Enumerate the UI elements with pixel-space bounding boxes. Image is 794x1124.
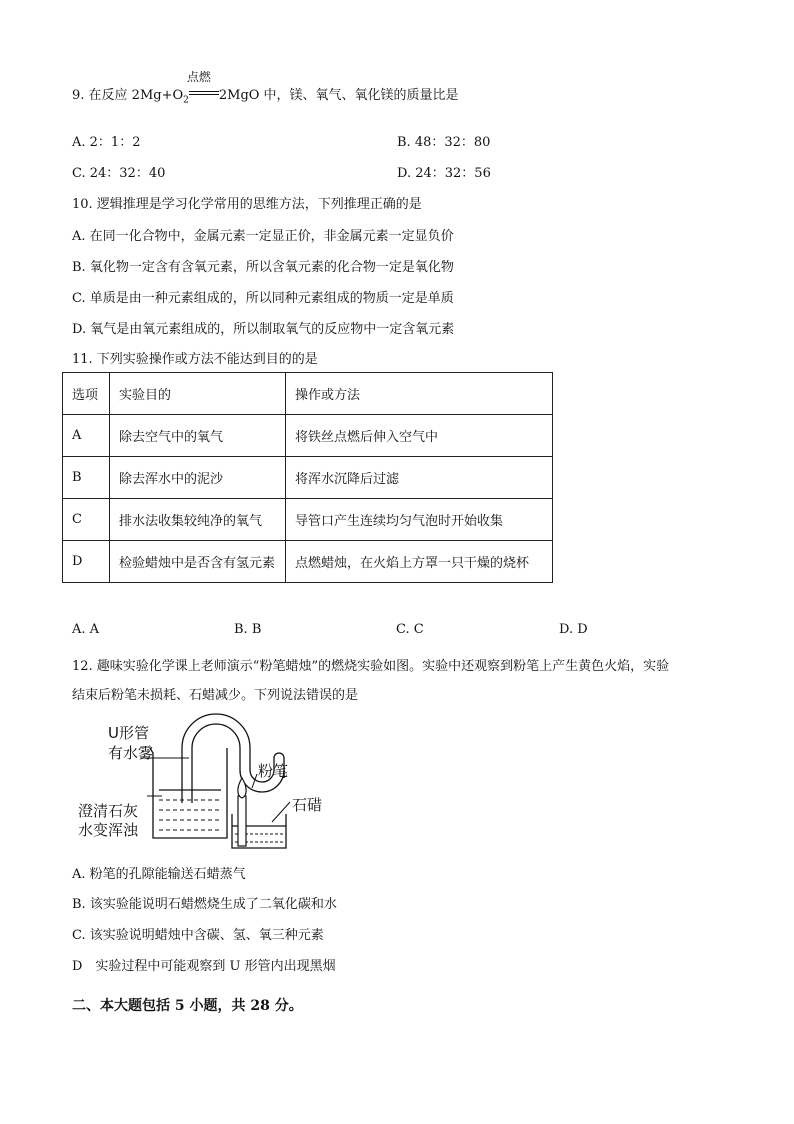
q11-table (62, 372, 553, 583)
q9-o2-subscript: 2 (183, 95, 189, 106)
q10-option-a[interactable]: A. 在同一化合物中，金属元素一定显正价，非金属元素一定显负价 (72, 229, 454, 244)
reaction-condition: 点燃 (186, 70, 211, 84)
q9-prefix: 9. 在反应 2Mg+O (72, 88, 184, 103)
q11-option-c[interactable]: C. C (396, 622, 424, 637)
table-cell: A (63, 415, 110, 457)
q10-option-d[interactable]: D. 氧气是由氧元素组成的，所以制取氧气的反应物中一定含氧元素 (72, 322, 455, 337)
table-cell: 将浑水沉降后过滤 (286, 457, 553, 499)
reaction-arrow (186, 70, 219, 99)
q11-option-d[interactable]: D. D (559, 622, 588, 637)
q9-option-a[interactable]: A. 2：1：2 (72, 135, 141, 150)
table-cell: D (63, 541, 110, 583)
q12-option-a[interactable]: A. 粉笔的孔隙能输送石蜡蒸气 (72, 867, 246, 882)
flame (238, 778, 246, 798)
q9-option-c[interactable]: C. 24：32：40 (72, 166, 166, 181)
q11-option-a[interactable]: A. A (72, 622, 100, 637)
header-method: 操作或方法 (286, 373, 553, 415)
table-cell: 除去浑水中的泥沙 (110, 457, 286, 499)
table-cell: 排水法收集较纯净的氧气 (110, 499, 286, 541)
table-row (63, 541, 553, 583)
q10-option-c[interactable]: C. 单质是由一种元素组成的，所以同种元素组成的物质一定是单质 (72, 291, 454, 306)
beaker (150, 748, 227, 838)
table-header-row (63, 373, 553, 415)
table-cell: 除去空气中的氧气 (110, 415, 286, 457)
chalk-stick (238, 796, 246, 846)
table-row (63, 457, 553, 499)
section-2-heading: 二、本大题包括 5 小题，共 28 分。 (72, 998, 303, 1014)
table-cell: C (63, 499, 110, 541)
table-cell: 导管口产生连续均匀气泡时开始收集 (286, 499, 553, 541)
q9-option-d[interactable]: D. 24：32：56 (397, 166, 491, 181)
table-cell: B (63, 457, 110, 499)
q9-option-b[interactable]: B. 48：32：80 (397, 135, 491, 150)
table-cell: 点燃蜡烛，在火焰上方罩一只干燥的烧杯 (286, 541, 553, 583)
q11-option-b[interactable]: B. B (234, 622, 262, 637)
table-row (63, 415, 553, 457)
label-paraffin: 石碏 (292, 796, 323, 814)
q12-option-c[interactable]: C. 该实验说明蜡烛中含碳、氢、氧三种元素 (72, 928, 324, 943)
label-chalk: 粉笔 (258, 762, 289, 780)
q12-stem-line2: 结束后粉笔未损耗、石蜡减少。下列说法错误的是 (72, 688, 359, 703)
table-cell: 将铁丝点燃后伸入空气中 (286, 415, 553, 457)
table-row (63, 499, 553, 541)
chalk-candle-diagram (72, 718, 323, 853)
q9-suffix: 2MgO 中，镁、氧气、氧化镁的质量比是 (218, 88, 459, 103)
header-option: 选项 (63, 373, 110, 415)
q10-option-b[interactable]: B. 氧化物一定含有含氧元素，所以含氧元素的化合物一定是氧化物 (72, 260, 454, 275)
q11-stem: 11. 下列实验操作或方法不能达到目的的是 (72, 352, 318, 367)
label-limewater: 澄清石灰 (78, 802, 139, 820)
label-turbid: 水变浑浊 (78, 821, 139, 839)
table-cell: 检验蜡烛中是否含有氢元素 (110, 541, 286, 583)
q9-stem (72, 70, 459, 106)
label-water-mist: 有水雾 (108, 744, 154, 762)
limewater-liquid (159, 800, 221, 830)
q12-option-d[interactable]: D 实验过程中可能观察到 U 形管内出现黑烟 (72, 959, 336, 974)
header-purpose: 实验目的 (110, 373, 286, 415)
q12-stem-line1: 12. 趣味实验化学课上老师演示“粉笔蜡烛”的燃烧实验如图。实验中还观察到粉笔上产生黄色火焰，实验 (72, 659, 670, 674)
q12-option-b[interactable]: B. 该实验能说明石蜡燃烧生成了二氧化碳和水 (72, 897, 337, 912)
q10-stem: 10. 逻辑推理是学习化学常用的思维方法，下列推理正确的是 (72, 197, 422, 212)
label-u-tube: U形管 (108, 724, 149, 742)
